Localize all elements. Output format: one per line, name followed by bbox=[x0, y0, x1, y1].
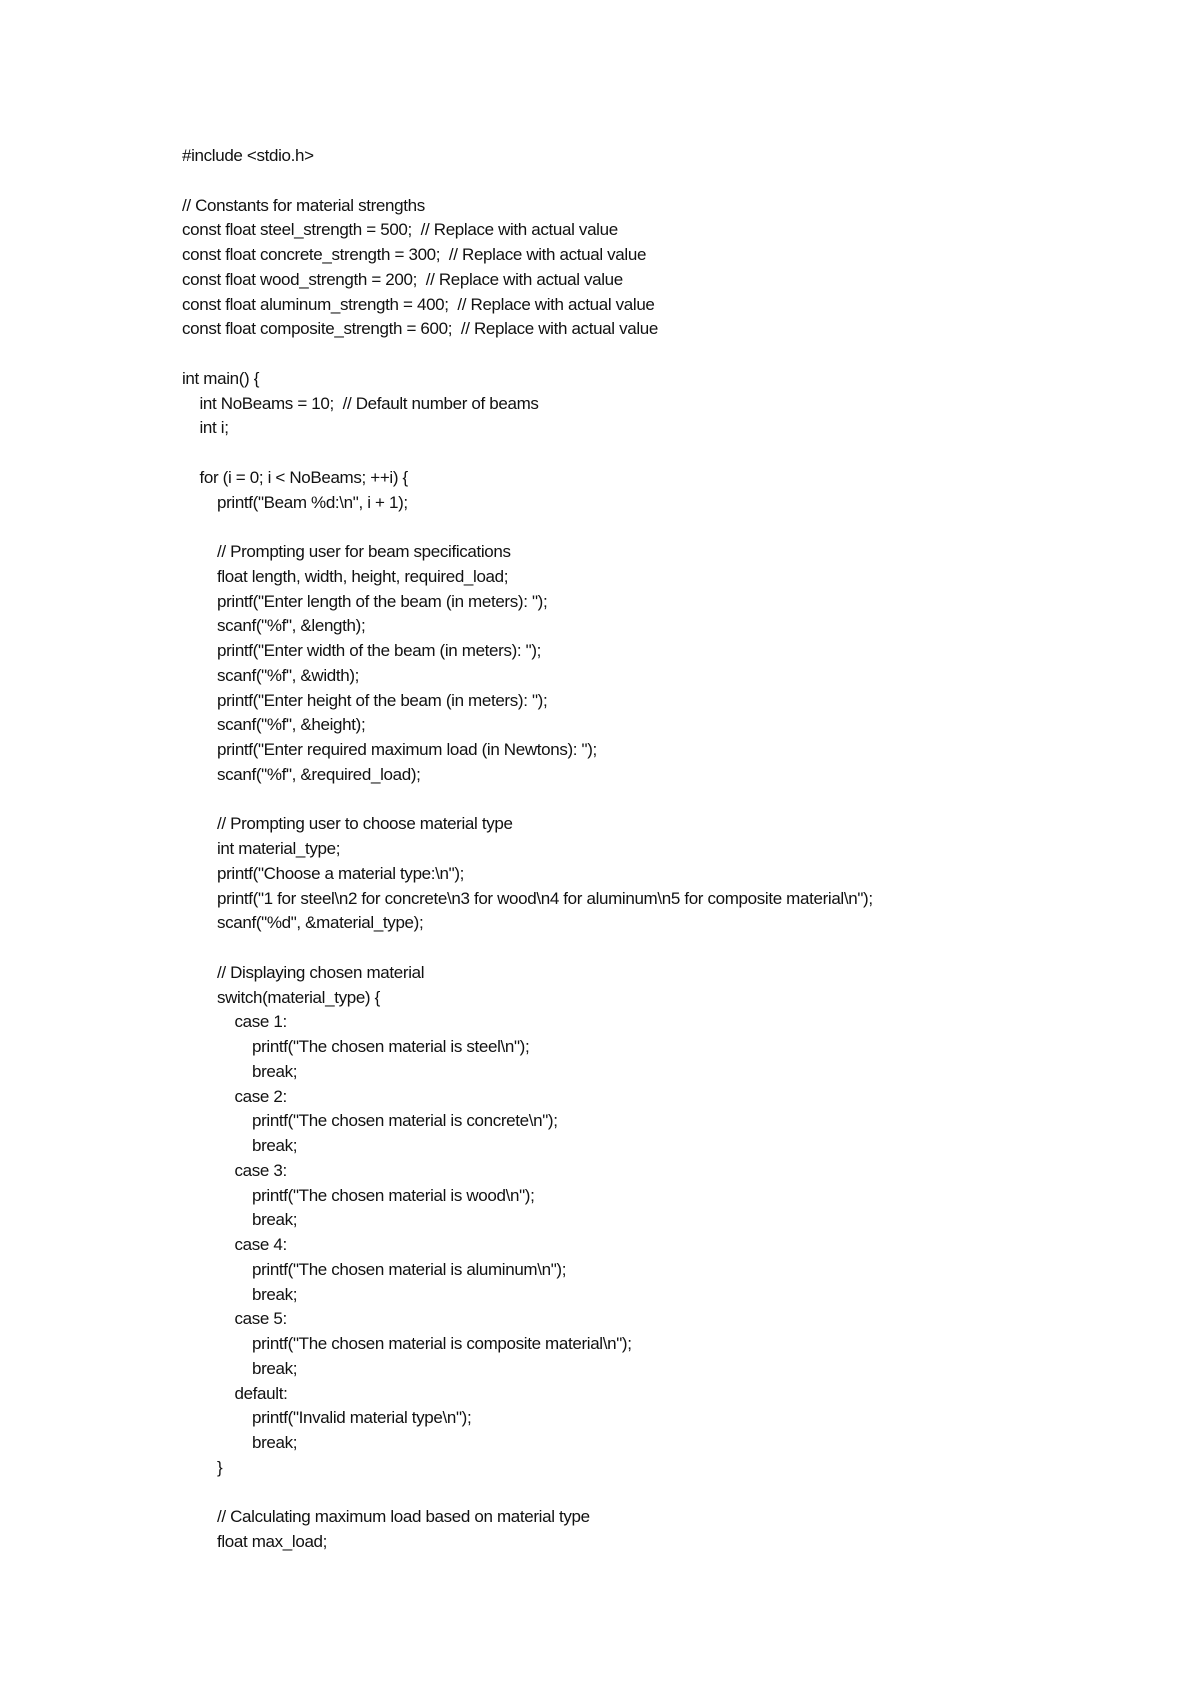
code-line: printf("Choose a material type:\n"); bbox=[182, 863, 465, 883]
code-line: case 1: bbox=[182, 1012, 287, 1032]
code-line bbox=[182, 441, 1182, 466]
code-line: printf("The chosen material is steel\n"); bbox=[182, 1037, 530, 1056]
code-line: int NoBeams = 10; // Default number of beams bbox=[182, 393, 539, 413]
code-line: scanf("%f", &length); bbox=[182, 616, 366, 636]
code-line: printf("Enter height of the beam (in meters): "); bbox=[182, 690, 548, 710]
code-line: float max_load; bbox=[182, 1532, 328, 1551]
code-line: const float composite_strength = 600; // Replace with actual value bbox=[182, 319, 658, 339]
code-line: break; bbox=[182, 1136, 298, 1155]
code-line: printf("Enter length of the beam (in meters): "); bbox=[182, 591, 548, 611]
code-line: printf("1 for steel\n2 for concrete\n3 for wood\n4 for aluminum\n5 for composite material\n"); bbox=[182, 888, 873, 908]
code-line: int main() { bbox=[182, 368, 260, 388]
code-line bbox=[182, 342, 1182, 367]
code-line: const float wood_strength = 200; // Replace with actual value bbox=[182, 269, 623, 289]
code-line: break; bbox=[182, 1210, 298, 1230]
code-line: // Displaying chosen material bbox=[182, 962, 425, 982]
code-line: case 2: bbox=[182, 1086, 287, 1106]
code-line: case 4: bbox=[182, 1235, 287, 1254]
code-line: const float aluminum_strength = 400; // Replace with actual value bbox=[182, 294, 655, 314]
code-line: break; bbox=[182, 1061, 298, 1081]
code-line: scanf("%d", &material_type); bbox=[182, 913, 424, 933]
code-line: switch(material_type) { bbox=[182, 987, 380, 1007]
code-line bbox=[182, 1481, 1182, 1506]
code-line: int material_type; bbox=[182, 839, 341, 858]
code-line: // Constants for material strengths bbox=[182, 195, 425, 215]
code-line: printf("The chosen material is aluminum\n"); bbox=[182, 1259, 567, 1279]
code-line: scanf("%f", &width); bbox=[182, 665, 360, 685]
code-line: for (i = 0; i < NoBeams; ++i) { bbox=[182, 467, 408, 487]
code-line: break; bbox=[182, 1284, 298, 1304]
code-line: } bbox=[182, 1457, 223, 1477]
code-line: float length, width, height, required_load; bbox=[182, 566, 509, 586]
code-line: printf("The chosen material is composite material\n"); bbox=[182, 1334, 632, 1353]
code-line: #include <stdio.h> bbox=[182, 146, 314, 165]
code-line: case 5: bbox=[182, 1309, 287, 1329]
code-line: case 3: bbox=[182, 1160, 287, 1180]
code-line: printf("Enter width of the beam (in meters): "); bbox=[182, 641, 542, 660]
code-line bbox=[182, 515, 1182, 540]
code-line: const float steel_strength = 500; // Replace with actual value bbox=[182, 220, 618, 240]
code-line bbox=[182, 936, 1182, 961]
code-line: printf("The chosen material is wood\n"); bbox=[182, 1185, 535, 1205]
code-line: // Prompting user to choose material type bbox=[182, 814, 513, 834]
code-line: printf("Beam %d:\n", i + 1); bbox=[182, 492, 408, 512]
code-line: break; bbox=[182, 1358, 298, 1378]
code-line: printf("The chosen material is concrete\n"); bbox=[182, 1111, 558, 1131]
code-line: const float concrete_strength = 300; // Replace with actual value bbox=[182, 245, 647, 264]
code-line: printf("Enter required maximum load (in Newtons): "); bbox=[182, 740, 597, 759]
code-line bbox=[182, 169, 1182, 194]
code-line: default: bbox=[182, 1383, 288, 1403]
code-line: int i; bbox=[182, 418, 229, 438]
code-line: break; bbox=[182, 1433, 298, 1452]
code-line: scanf("%f", &required_load); bbox=[182, 764, 421, 784]
code-listing bbox=[182, 144, 1182, 1555]
code-line: // Prompting user for beam specifications bbox=[182, 542, 511, 561]
code-line: // Calculating maximum load based on material type bbox=[182, 1507, 590, 1527]
code-line: scanf("%f", &height); bbox=[182, 715, 366, 735]
code-line bbox=[182, 788, 1182, 813]
code-line: printf("Invalid material type\n"); bbox=[182, 1408, 472, 1428]
